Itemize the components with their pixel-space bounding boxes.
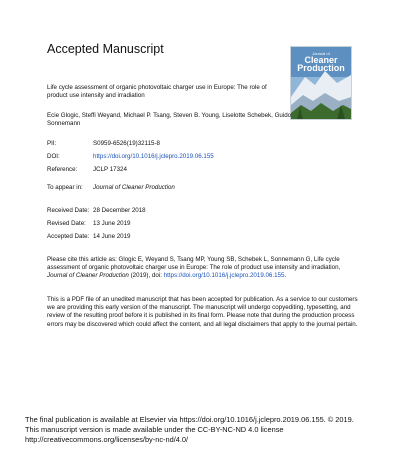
citation-doi-link[interactable]: https://doi.org/10.1016/j.jclepro.2019.06.155 bbox=[163, 272, 285, 280]
reference-label: Reference: bbox=[47, 166, 78, 173]
received-row bbox=[47, 207, 146, 215]
disclaimer-paragraph: This is a PDF file of an unedited manuscript that has been accepted for publication. As a service to our customers we are providing this early version of the manuscript. The manuscript will undergo copyediting, typesetting, and review of the resulting proof before it is published in its final form. Please note that during the production process errors may be discovered which could affect the content, and all legal disclaimers that apply to the journal pertain. bbox=[47, 296, 358, 328]
revised-row bbox=[47, 220, 131, 228]
citation-paragraph bbox=[47, 256, 359, 281]
cover-journal-name bbox=[291, 51, 351, 72]
footer-line-1: The final publication is available at Elsevier via https://doi.org/10.1016/j.jclepro.2019.06.155. © 2019. bbox=[25, 415, 354, 424]
received-value: 28 December 2018 bbox=[93, 207, 146, 214]
article-title: Life cycle assessment of organic photovoltaic charger use in Europe: The role of product use intensity and irradiation bbox=[47, 84, 267, 99]
citation-middle: (2019), doi: bbox=[130, 272, 162, 280]
page-heading: Accepted Manuscript bbox=[47, 42, 164, 56]
pii-row bbox=[47, 140, 160, 148]
citation-journal: Journal of Cleaner Production bbox=[47, 272, 129, 280]
reference-value: JCLP 17324 bbox=[93, 166, 127, 173]
revised-label: Revised Date: bbox=[47, 220, 86, 227]
revised-value: 13 June 2019 bbox=[93, 220, 131, 227]
footer-notice bbox=[25, 415, 385, 445]
author-list: Ecie Glogic, Steffi Weyand, Michael P. Tsang, Steven B. Young, Liselotte Schebek, Guido Sonnemann bbox=[47, 112, 292, 127]
received-label: Received Date: bbox=[47, 207, 90, 214]
cover-journal-line1: Cleaner bbox=[304, 55, 338, 65]
to-appear-label: To appear in: bbox=[47, 184, 83, 191]
accepted-label: Accepted Date: bbox=[47, 233, 90, 240]
cover-journal-line2: Production bbox=[297, 63, 345, 73]
pii-label: PII: bbox=[47, 140, 57, 147]
to-appear-value: Journal of Cleaner Production bbox=[93, 184, 175, 191]
doi-label: DOI: bbox=[47, 153, 60, 160]
cover-journal-small: Journal of bbox=[312, 51, 330, 56]
citation-suffix: . bbox=[284, 272, 287, 280]
reference-row bbox=[47, 166, 127, 174]
doi-row bbox=[47, 153, 214, 161]
journal-cover-image bbox=[290, 46, 352, 120]
accepted-value: 14 June 2019 bbox=[93, 233, 131, 240]
footer-license-link[interactable]: http://creativecommons.org/licenses/by-nc-nd/4.0/ bbox=[25, 435, 189, 444]
citation-prefix: Please cite this article as: Glogic E, Weyand S, Tsang MP, Young SB, Schebek L, Sonnemann G, Life cycle assessment of organic photovoltaic charger use in Europe: The role of product use intensity and irradiation, bbox=[47, 256, 341, 272]
pii-value: S0959-6526(19)32115-8 bbox=[93, 140, 160, 147]
to-appear-row bbox=[47, 184, 175, 192]
footer-line-2: This manuscript version is made available under the CC-BY-NC-ND 4.0 license bbox=[25, 425, 284, 434]
doi-link[interactable]: https://doi.org/10.1016/j.jclepro.2019.06.155 bbox=[93, 153, 214, 160]
accepted-row bbox=[47, 233, 131, 241]
